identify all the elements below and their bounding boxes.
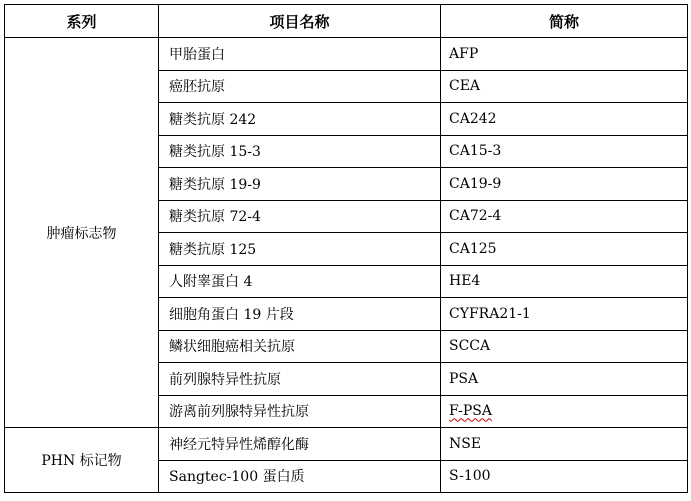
marker-table — [4, 4, 688, 493]
header-row — [5, 5, 688, 38]
abbr-cell: S-100 — [441, 460, 688, 493]
series-cell-phn-markers: PHN 标记物 — [5, 428, 159, 493]
abbr-cell: SCCA — [441, 330, 688, 363]
abbr-cell: CA242 — [441, 103, 688, 136]
item-cell: 癌胚抗原 — [159, 70, 441, 103]
header-item: 项目名称 — [159, 5, 441, 38]
abbr-cell: NSE — [441, 428, 688, 461]
header-abbr: 简称 — [441, 5, 688, 38]
item-cell: 前列腺特异性抗原 — [159, 363, 441, 396]
abbr-cell: HE4 — [441, 265, 688, 298]
item-cell: 细胞角蛋白 19 片段 — [159, 298, 441, 331]
item-cell: 糖类抗原 19-9 — [159, 168, 441, 201]
table-row — [5, 428, 688, 461]
header-series: 系列 — [5, 5, 159, 38]
abbr-cell: CA72-4 — [441, 200, 688, 233]
abbr-cell: CA125 — [441, 233, 688, 266]
item-cell: 游离前列腺特异性抗原 — [159, 395, 441, 428]
abbr-cell — [441, 395, 688, 428]
series-cell-tumor-markers: 肿瘤标志物 — [5, 38, 159, 428]
item-cell: 神经元特异性烯醇化酶 — [159, 428, 441, 461]
item-cell: 鳞状细胞癌相关抗原 — [159, 330, 441, 363]
abbr-cell: CA15-3 — [441, 135, 688, 168]
table-row — [5, 38, 688, 71]
item-cell: 糖类抗原 15-3 — [159, 135, 441, 168]
item-cell: 糖类抗原 125 — [159, 233, 441, 266]
abbr-cell: CA19-9 — [441, 168, 688, 201]
abbr-cell: PSA — [441, 363, 688, 396]
item-cell: 糖类抗原 72-4 — [159, 200, 441, 233]
item-cell: 甲胎蛋白 — [159, 38, 441, 71]
item-cell: 糖类抗原 242 — [159, 103, 441, 136]
item-cell: Sangtec-100 蛋白质 — [159, 460, 441, 493]
abbr-cell: CYFRA21-1 — [441, 298, 688, 331]
spellcheck-underlined-abbr: F-PSA — [449, 403, 492, 420]
item-cell: 人附睾蛋白 4 — [159, 265, 441, 298]
abbr-cell: AFP — [441, 38, 688, 71]
abbr-cell: CEA — [441, 70, 688, 103]
